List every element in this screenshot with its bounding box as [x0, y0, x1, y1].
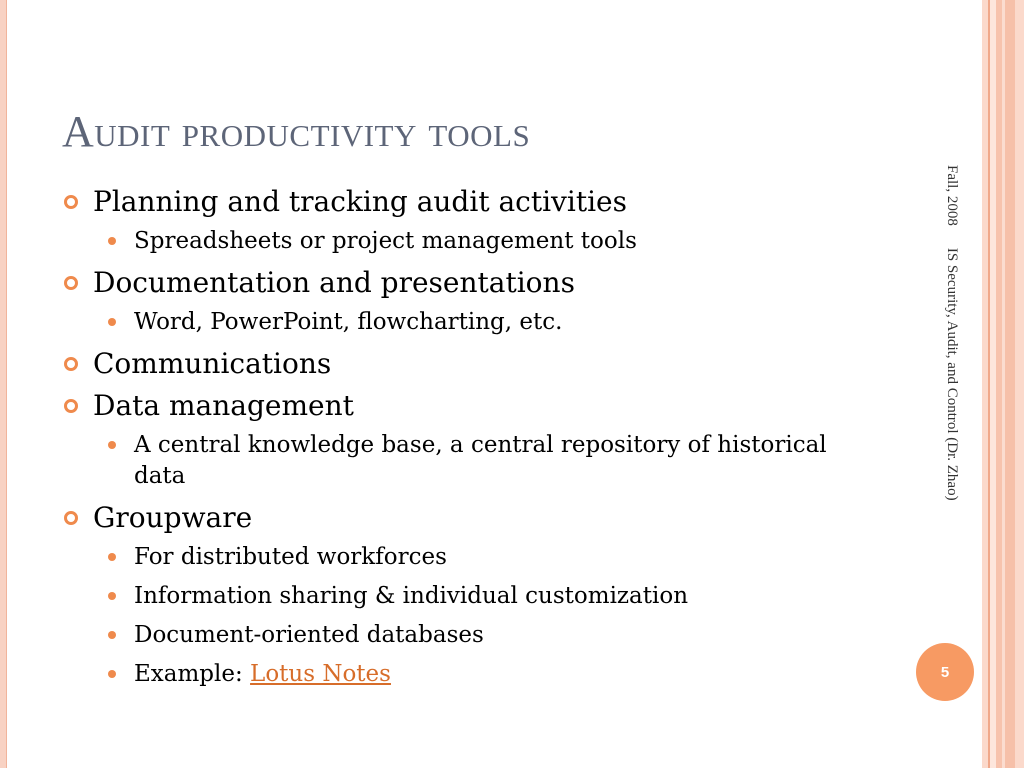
- dot-bullet-icon: [108, 670, 116, 678]
- sub-bullet-item: [62, 430, 842, 492]
- dot-bullet-icon: [108, 631, 116, 639]
- sub-bullet-item: [62, 581, 842, 612]
- dot-bullet-icon: [108, 237, 116, 245]
- dot-bullet-icon: [108, 553, 116, 561]
- page-number-badge: [916, 643, 974, 701]
- sub-bullet-item: [62, 659, 842, 690]
- dot-bullet-icon: [108, 592, 116, 600]
- circle-bullet-icon: [64, 195, 78, 209]
- bullet-item: [62, 500, 842, 536]
- circle-bullet-icon: [64, 399, 78, 413]
- sub-bullet-text: Document-oriented databases: [134, 622, 484, 648]
- slide-title: Audit productivity tools: [62, 107, 531, 156]
- dot-bullet-icon: [108, 318, 116, 326]
- sub-bullet-text: Spreadsheets or project management tools: [134, 228, 637, 254]
- sub-bullet-text: A central knowledge base, a central repository of historical data: [134, 432, 827, 489]
- sub-bullet-text: Word, PowerPoint, flowcharting, etc.: [134, 309, 563, 335]
- bullet-text: Planning and tracking audit activities: [93, 185, 627, 218]
- footer-date: Fall, 2008: [944, 165, 960, 226]
- bullet-item: [62, 265, 842, 301]
- bullet-text: Groupware: [93, 501, 253, 534]
- sub-bullet-item: [62, 620, 842, 651]
- bullet-list: [62, 184, 842, 698]
- sub-bullet-text: Information sharing & individual customization: [134, 583, 689, 609]
- sub-bullet-item: [62, 542, 842, 573]
- bullet-item: [62, 184, 842, 220]
- dot-bullet-icon: [108, 441, 116, 449]
- lotus-notes-link[interactable]: Lotus Notes: [250, 661, 391, 687]
- right-stripe: [1015, 0, 1024, 768]
- bullet-item: [62, 388, 842, 424]
- bullet-text: Documentation and presentations: [93, 266, 575, 299]
- page-number: 5: [940, 663, 950, 681]
- sub-bullet-item: [62, 307, 842, 338]
- bullet-text: Data management: [93, 389, 354, 422]
- circle-bullet-icon: [64, 276, 78, 290]
- bullet-text: Communications: [93, 347, 332, 380]
- bullet-item: [62, 346, 842, 382]
- side-footer: [943, 165, 960, 501]
- left-border-decoration: [0, 0, 7, 768]
- circle-bullet-icon: [64, 357, 78, 371]
- sub-bullet-item: [62, 226, 842, 257]
- circle-bullet-icon: [64, 511, 78, 525]
- right-stripe: [1005, 0, 1015, 768]
- sub-bullet-text: For distributed workforces: [134, 544, 447, 570]
- example-prefix: Example:: [134, 661, 251, 687]
- footer-course: IS Security, Audit, and Control (Dr. Zhao): [944, 247, 960, 501]
